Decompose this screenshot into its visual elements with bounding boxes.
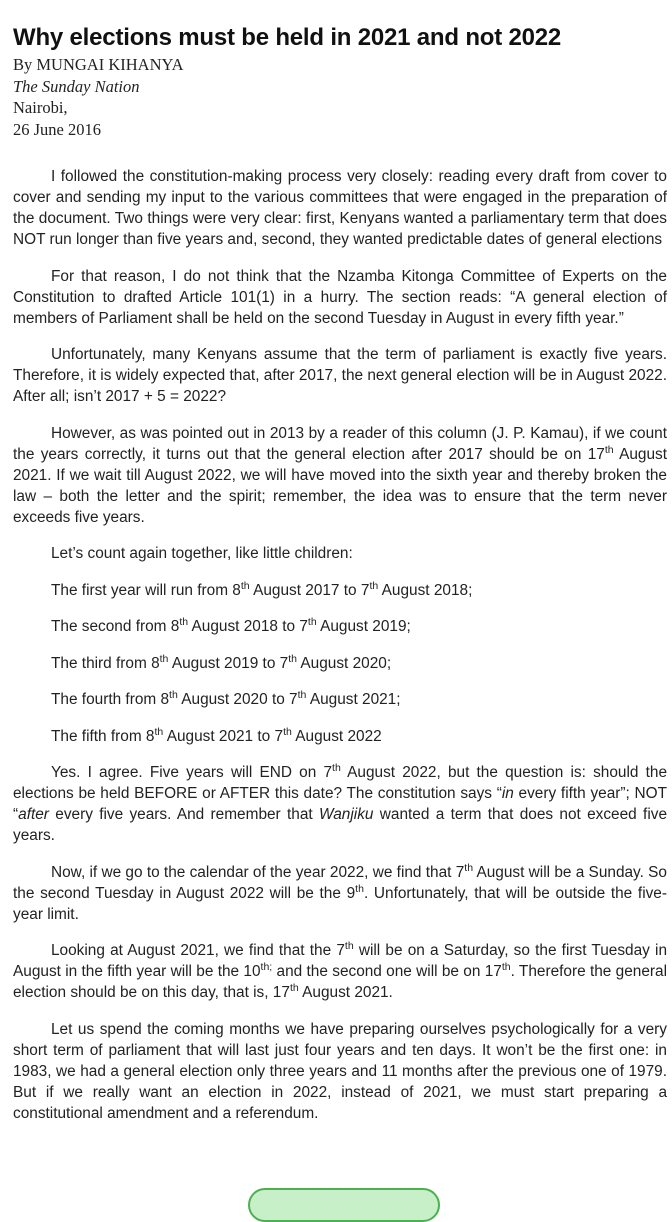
- paragraph-count-intro: Let’s count again together, like little children:: [51, 545, 353, 562]
- dateline-place: Nairobi,: [13, 98, 68, 117]
- byline-block: [13, 54, 667, 140]
- year-line: The third from 8th August 2019 to 7th August 2020;: [51, 652, 392, 672]
- paragraph-conclusion: Let us spend the coming months we have preparing ourselves psychologically for a very short term of parliament that will last just four years and ten days. It won’t be the first one: in 1983, we had a general election only three years and 11 months after the previous one of 1979. But if we really want an election in 2022, instead of 2021, we must start preparing a constitutional amendment and a referendum.: [13, 1020, 667, 1122]
- year-line: The second from 8th August 2018 to 7th August 2019;: [51, 616, 411, 635]
- author-line: By MUNGAI KIHANYA: [13, 55, 184, 74]
- article-title: Why elections must be held in 2021 and not 2022: [13, 24, 562, 51]
- paragraph-reader-point: However, as was pointed out in 2013 by a reader of this column (J. P. Kamau), if we count the years correctly, it turns out that the general election after 2017 should be on 17th August 2021. If we wait till August 2022, we will have moved into the sixth year and thereby broken the law – both the letter and the spirit; remember, the idea was to ensure that the term never exceeds five years.: [13, 424, 667, 526]
- paragraph-constitution-process: I followed the constitution-making process very closely: reading every draft from cover to cover and sending my input to the various committees that were engaged in the preparation of the document. Two things were very clear: first, Kenyans wanted a parliamentary term that does NOT run longer than five years and, second, they wanted predictable dates of general elections: [13, 168, 667, 248]
- year-line: The fifth from 8th August 2021 to 7th August 2022: [51, 725, 382, 745]
- paragraph-calendar-2022: Now, if we go to the calendar of the year 2022, we find that 7th August will be a Sunday. So the second Tuesday in August 2022 will be the 9th. Unfortunately, that will be outside the five-year limit.: [13, 861, 667, 923]
- article: [13, 22, 667, 1139]
- paragraph-calendar-2021: Looking at August 2021, we find that the 7th will be on a Saturday, so the first Tuesday in August in the fifth year will be the $10^{th;}$ and the second one will be on 17th. Therefore the general election should be on this day, that is, 17th August 2021.: [13, 940, 668, 1001]
- bottom-action-button[interactable]: [248, 1188, 440, 1222]
- paragraph-term-assumption: Unfortunately, many Kenyans assume that the term of parliament is exactly five years. Therefore, it is widely expected that, after 2017, the next general election will be in August 2022. After all; isn’t 2017 + 5 = 2022?: [13, 346, 667, 405]
- paragraph-article-101: For that reason, I do not think that the Nzamba Kitonga Committee of Experts on the Constitution to drafted Article 101(1) in a hurry. The section reads: “A general election of members of Parliament shall be held on the second Tuesday in August in every fifth year.”: [13, 267, 667, 327]
- year-line: The fourth from 8th August 2020 to 7th August 2021;: [51, 689, 401, 708]
- dateline-date: 26 June 2016: [13, 119, 101, 139]
- year-line: The first year will run from 8th August 2017 to 7th August 2018;: [51, 579, 473, 599]
- publication-name: The Sunday Nation: [13, 76, 140, 96]
- article-body: [13, 166, 667, 1124]
- paragraph-before-after: Yes. I agree. Five years will END on 7th August 2022, but the question is: should the elections be held BEFORE or AFTER this date? The constitution says “in every fifth year”; NOT “after every five years. And remember that Wanjiku wanted a term that does not exceed five years.: [13, 762, 667, 844]
